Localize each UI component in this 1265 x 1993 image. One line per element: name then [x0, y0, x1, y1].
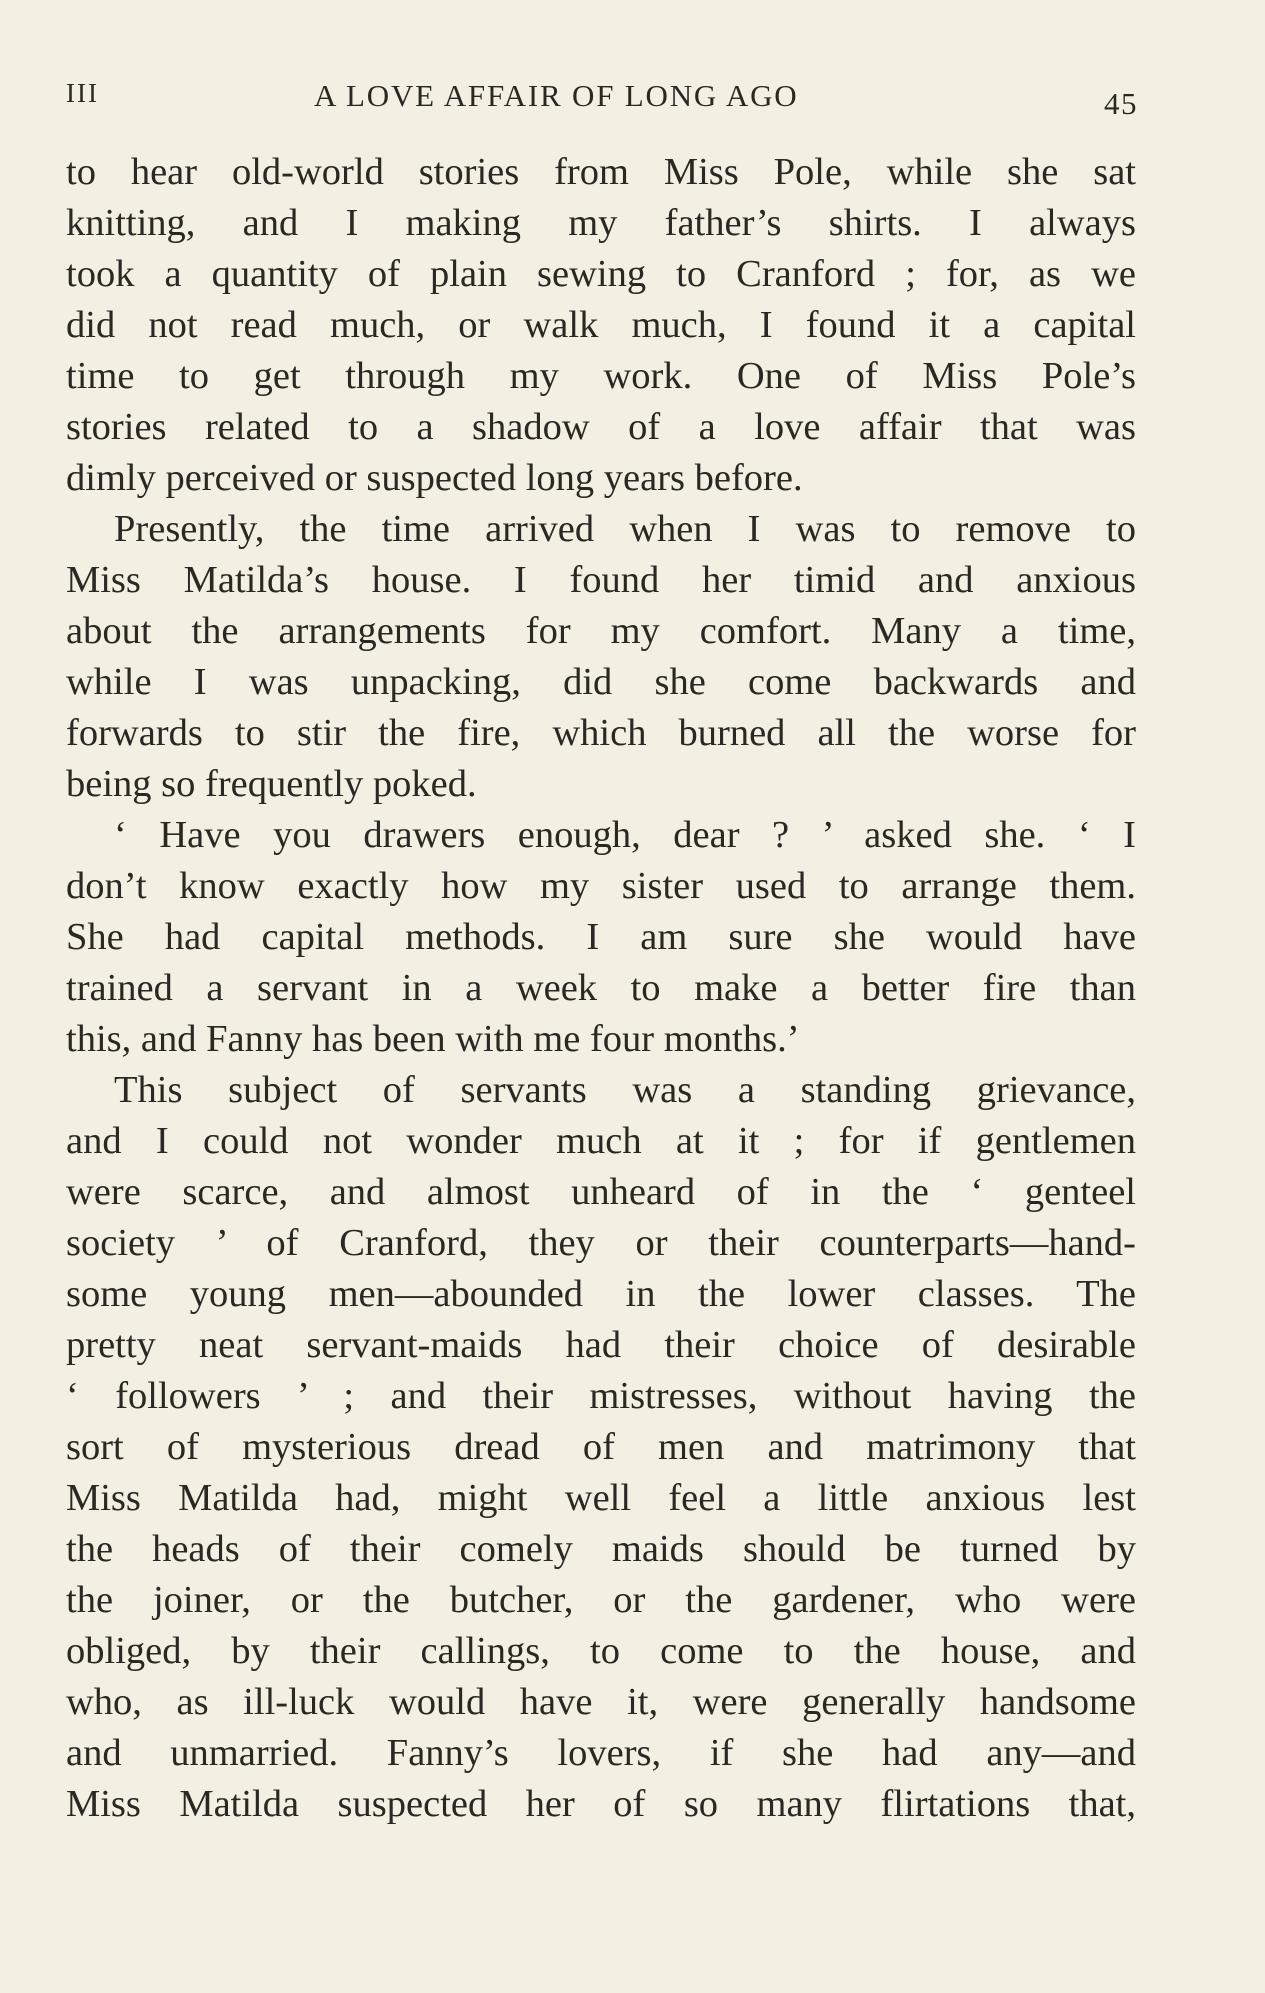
text-line: time to get through my work. One of Miss Pole’s — [66, 355, 1136, 397]
text-line: the joiner, or the butcher, or the gardener, who were — [66, 1579, 1136, 1621]
text-line: Miss Matilda’s house. I found her timid and anxious — [66, 559, 1136, 601]
text-line: and unmarried. Fanny’s lovers, if she had any—and — [66, 1732, 1136, 1774]
text-line: the heads of their comely maids should be turned by — [66, 1528, 1136, 1570]
running-title: A LOVE AFFAIR OF LONG AGO — [314, 78, 799, 113]
text-line: dimly perceived or suspected long years before. — [66, 457, 803, 499]
text-line: about the arrangements for my comfort. Many a time, — [66, 610, 1136, 652]
text-line: trained a servant in a week to make a better fire than — [66, 967, 1136, 1009]
page-number: 45 — [1104, 86, 1138, 121]
text-line: pretty neat servant-maids had their choice of desirable — [66, 1324, 1136, 1366]
text-line: Miss Matilda had, might well feel a little anxious lest — [66, 1477, 1136, 1519]
text-line: and I could not wonder much at it ; for if gentlemen — [66, 1120, 1136, 1162]
text-line: don’t know exactly how my sister used to arrange them. — [66, 865, 1136, 907]
text-line: took a quantity of plain sewing to Cranford ; for, as we — [66, 253, 1136, 295]
text-line: were scarce, and almost unheard of in the ‘ genteel — [66, 1171, 1136, 1213]
text-line: this, and Fanny has been with me four months.’ — [66, 1018, 800, 1060]
text-line: ‘ Have you drawers enough, dear ? ’ asked she. ‘ I — [114, 814, 1136, 856]
text-line: society ’ of Cranford, they or their counterparts—hand- — [66, 1222, 1136, 1264]
body-text — [66, 147, 1136, 1830]
text-line: stories related to a shadow of a love affair that was — [66, 406, 1136, 448]
text-line: Presently, the time arrived when I was to remove to — [114, 508, 1136, 550]
text-line: to hear old-world stories from Miss Pole, while she sat — [66, 151, 1136, 193]
running-head — [66, 74, 1144, 121]
text-line: some young men—abounded in the lower classes. The — [66, 1273, 1136, 1315]
text-line: Miss Matilda suspected her of so many flirtations that, — [66, 1783, 1136, 1825]
text-line: She had capital methods. I am sure she would have — [66, 916, 1136, 958]
text-line: ‘ followers ’ ; and their mistresses, without having the — [66, 1375, 1136, 1417]
text-line: obliged, by their callings, to come to the house, and — [66, 1630, 1136, 1672]
text-line: sort of mysterious dread of men and matrimony that — [66, 1426, 1136, 1468]
chapter-numeral: III — [66, 78, 99, 108]
text-line: knitting, and I making my father’s shirts. I always — [66, 202, 1136, 244]
text-line: did not read much, or walk much, I found it a capital — [66, 304, 1136, 346]
text-line: while I was unpacking, did she come backwards and — [66, 661, 1136, 703]
text-line: who, as ill-luck would have it, were generally handsome — [66, 1681, 1136, 1723]
text-line: This subject of servants was a standing grievance, — [114, 1069, 1136, 1111]
text-line: forwards to stir the fire, which burned all the worse for — [66, 712, 1136, 754]
text-line: being so frequently poked. — [66, 763, 477, 805]
